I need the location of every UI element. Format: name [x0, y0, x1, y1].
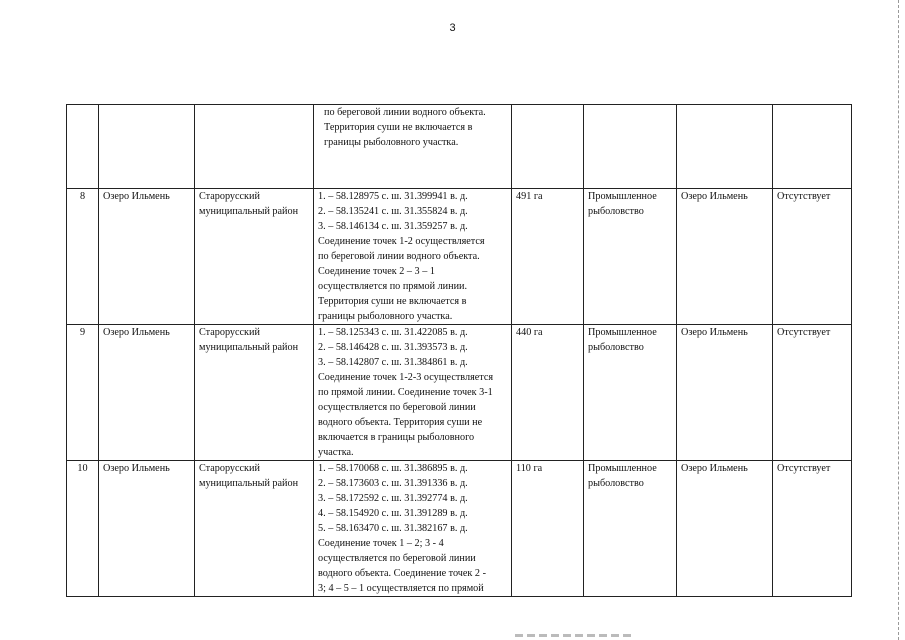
- water-body-cell: Озеро Ильмень: [677, 325, 773, 461]
- coordinates-cell: [314, 461, 512, 597]
- area-size-cell: [512, 105, 584, 189]
- page-edge-artifact: [898, 0, 905, 640]
- district-cell: [195, 105, 314, 189]
- coordinate-point: 3. – 58.146134 с. ш. 31.359257 в. д.: [318, 221, 468, 232]
- district-cell: Старорусский муниципальный район: [195, 189, 314, 325]
- coordinate-point: 2. – 58.173603 с. ш. 31.391336 в. д.: [318, 478, 468, 489]
- purpose-cell: Промышленное рыболовство: [584, 461, 677, 597]
- boundary-description: Соединение точек 1-2 осуществляется: [318, 236, 485, 247]
- fishing-areas-table: [66, 104, 852, 597]
- boundary-description: по береговой линии водного объекта.: [318, 251, 480, 262]
- boundary-description: Соединение точек 2 – 3 – 1: [318, 266, 435, 277]
- boundary-description: осуществляется по береговой линии: [318, 553, 476, 564]
- table-row: [67, 105, 852, 189]
- boundary-description: 3; 4 – 5 – 1 осуществляется по прямой: [318, 583, 484, 594]
- row-number-cell: 9: [67, 325, 99, 461]
- coordinates-cell: [314, 105, 512, 189]
- boundary-description: Территория суши не включается в: [318, 296, 467, 307]
- area-size-cell: 491 га: [512, 189, 584, 325]
- district-cell: Старорусский муниципальный район: [195, 461, 314, 597]
- area-name-cell: Озеро Ильмень: [99, 189, 195, 325]
- page-number: 3: [449, 22, 456, 34]
- coordinates-cell: [314, 189, 512, 325]
- footer-mark: [515, 634, 635, 637]
- boundary-description: Соединение точек 1-2-3 осуществляется: [318, 372, 494, 383]
- water-body-cell: Озеро Ильмень: [677, 461, 773, 597]
- area-size-cell: 440 га: [512, 325, 584, 461]
- row-number-cell: 8: [67, 189, 99, 325]
- coordinate-point: 1. – 58.128975 с. ш. 31.399941 в. д.: [318, 191, 468, 202]
- coordinate-point: 2. – 58.146428 с. ш. 31.393573 в. д.: [318, 342, 468, 353]
- coordinate-point: 3. – 58.142807 с. ш. 31.384861 в. д.: [318, 357, 468, 368]
- note-cell: Отсутствует: [773, 189, 852, 325]
- boundary-description: границы рыболовного участка.: [324, 137, 459, 148]
- boundary-description: границы рыболовного участка.: [318, 311, 453, 322]
- purpose-cell: [584, 105, 677, 189]
- coordinate-point: 1. – 58.125343 с. ш. 31.422085 в. д.: [318, 327, 468, 338]
- coordinate-point: 5. – 58.163470 с. ш. 31.382167 в. д.: [318, 523, 468, 534]
- coordinate-point: 2. – 58.135241 с. ш. 31.355824 в. д.: [318, 206, 468, 217]
- note-cell: [773, 105, 852, 189]
- boundary-description: Соединение точек 1 – 2; 3 - 4: [318, 538, 444, 549]
- note-cell: Отсутствует: [773, 325, 852, 461]
- water-body-cell: Озеро Ильмень: [677, 189, 773, 325]
- coordinate-point: 1. – 58.170068 с. ш. 31.386895 в. д.: [318, 463, 468, 474]
- table-row: [67, 461, 852, 597]
- area-name-cell: Озеро Ильмень: [99, 325, 195, 461]
- boundary-description: водного объекта. Территория суши не: [318, 417, 483, 428]
- boundary-description: по прямой линии. Соединение точек 3-1: [318, 387, 493, 398]
- note-cell: Отсутствует: [773, 461, 852, 597]
- boundary-description: по береговой линии водного объекта.: [324, 107, 486, 118]
- row-number-cell: [67, 105, 99, 189]
- purpose-cell: Промышленное рыболовство: [584, 325, 677, 461]
- table-row: [67, 325, 852, 461]
- district-cell: Старорусский муниципальный район: [195, 325, 314, 461]
- boundary-description: Территория суши не включается в: [324, 122, 473, 133]
- area-size-cell: 110 га: [512, 461, 584, 597]
- coordinate-point: 3. – 58.172592 с. ш. 31.392774 в. д.: [318, 493, 468, 504]
- row-number-cell: 10: [67, 461, 99, 597]
- boundary-description: включается в границы рыболовного: [318, 432, 475, 443]
- boundary-description: участка.: [318, 447, 354, 458]
- purpose-cell: Промышленное рыболовство: [584, 189, 677, 325]
- water-body-cell: [677, 105, 773, 189]
- boundary-description: осуществляется по прямой линии.: [318, 281, 468, 292]
- coordinates-cell: [314, 325, 512, 461]
- table-row: [67, 189, 852, 325]
- area-name-cell: [99, 105, 195, 189]
- boundary-description: водного объекта. Соединение точек 2 -: [318, 568, 486, 579]
- area-name-cell: Озеро Ильмень: [99, 461, 195, 597]
- table-body: [67, 105, 852, 597]
- coordinate-point: 4. – 58.154920 с. ш. 31.391289 в. д.: [318, 508, 468, 519]
- boundary-description: осуществляется по береговой линии: [318, 402, 476, 413]
